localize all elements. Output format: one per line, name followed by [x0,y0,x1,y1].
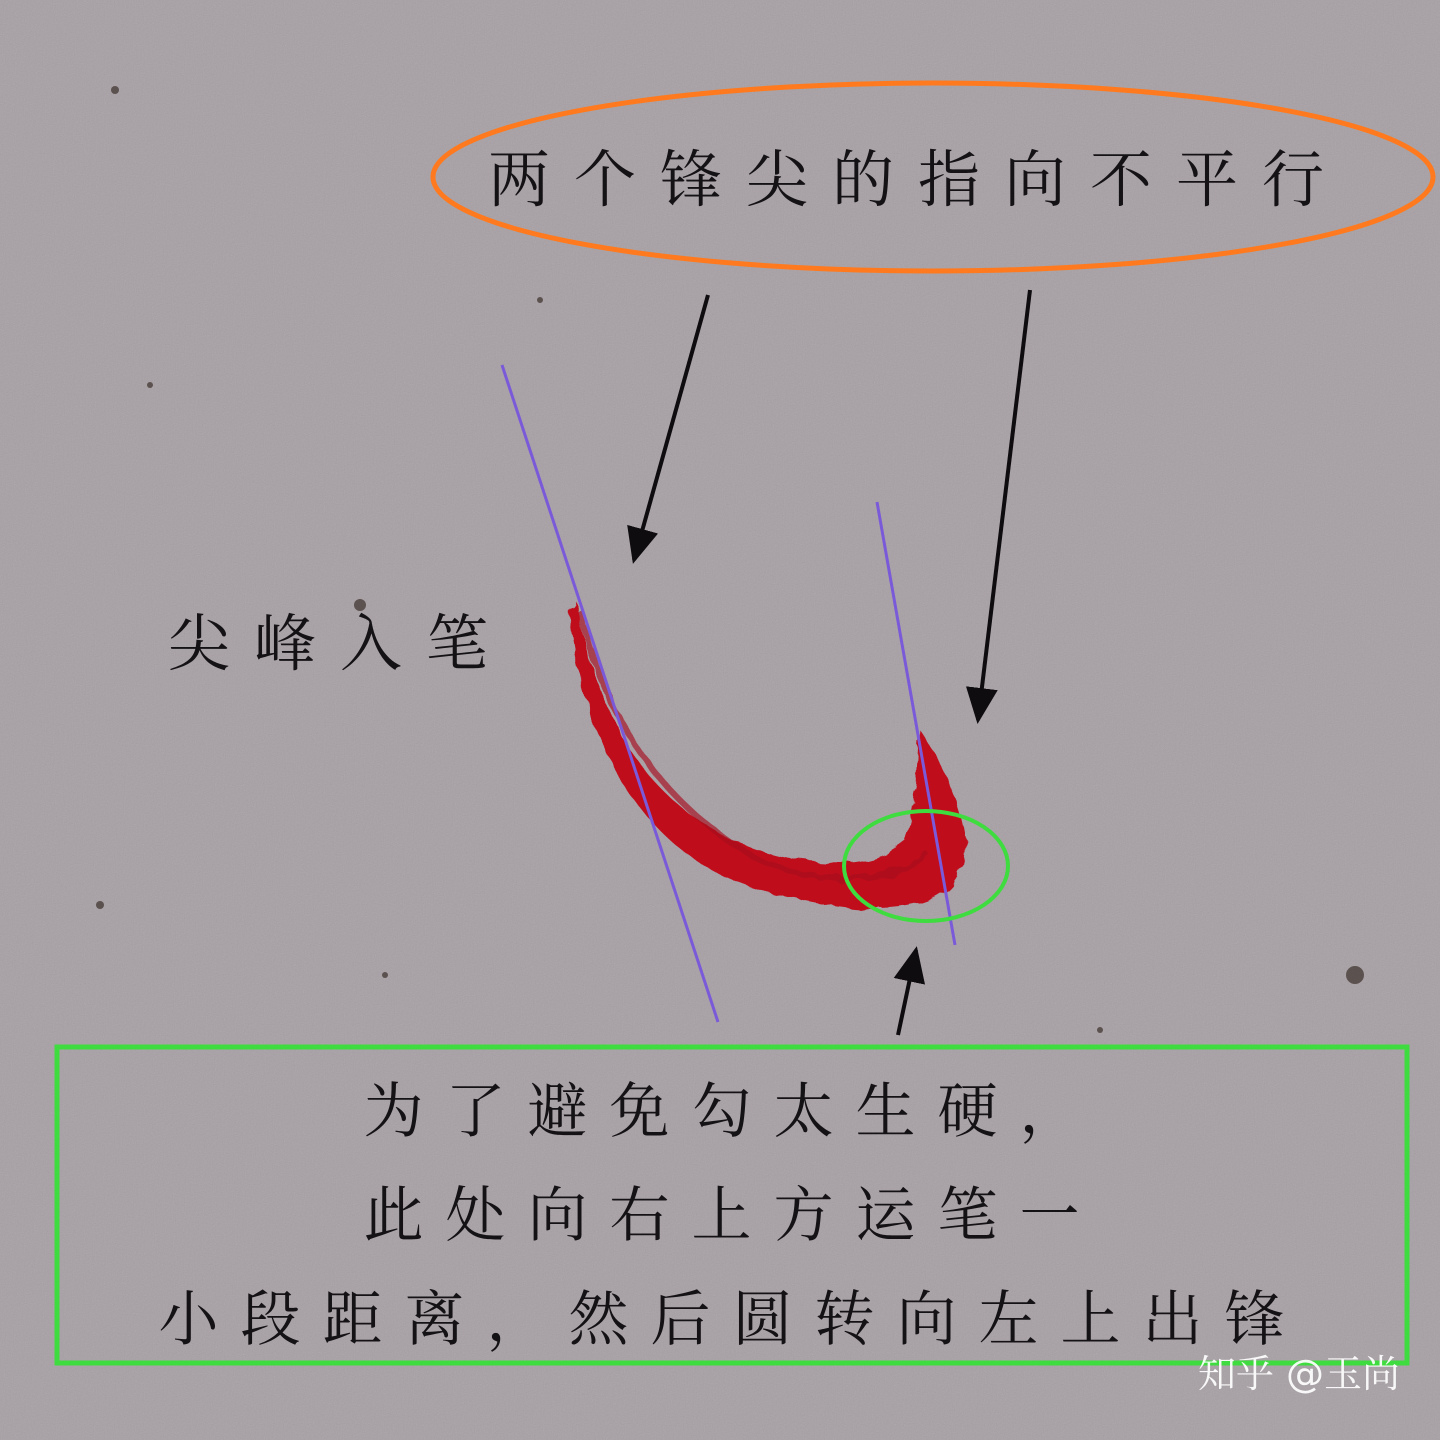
explanation-text [60,1060,1405,1372]
entry-note: 尖峰入笔 [168,607,513,680]
explanation-line-1: 为了避免勾太生硬， [363,1077,1102,1147]
top-note: 两个锋尖的指向不平行 [488,143,1349,216]
explanation-line-3: 小段距离，然后圆转向左上出锋 [158,1285,1307,1355]
explanation-line-2: 此处向右上方运笔一 [363,1181,1102,1251]
watermark: 知乎 @玉尚 [1197,1352,1400,1396]
